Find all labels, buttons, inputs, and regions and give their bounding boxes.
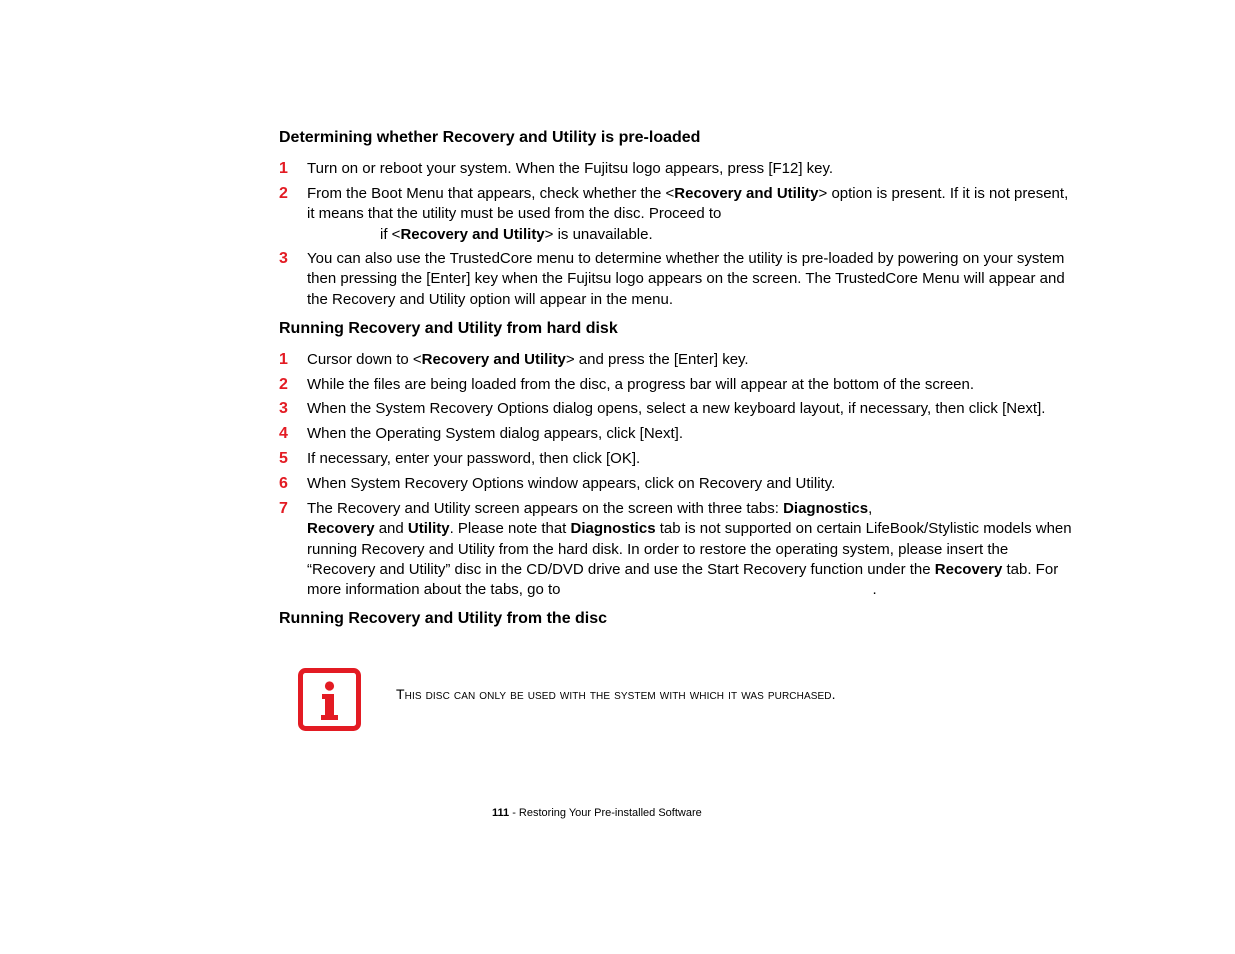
- list-item: [279, 249, 1079, 310]
- step-text: The Recovery and Utility screen appears on the screen with three tabs: Diagnostics, Recovery and Utility. Please note that Diagnostics tab is not supported on certain LifeBook/Stylistic models when running Recovery and Utility from the hard disk. In order to restore the operating system, please insert the “Recovery and Utility” disc in the CD/DVD drive and use the Start Recovery function under the Recovery tab. For more information about the tabs, go to .: [307, 500, 1072, 599]
- list-item: [279, 424, 1079, 444]
- section-heading: Running Recovery and Utility from the disc: [279, 610, 608, 627]
- step-text: While the files are being loaded from the disc, a progress bar will appear at the bottom of the screen.: [307, 376, 975, 393]
- step-number: 3: [279, 250, 288, 267]
- step-text: Turn on or reboot your system. When the Fujitsu logo appears, press [F12] key.: [307, 160, 834, 177]
- page-footer: [492, 807, 702, 819]
- section-heading: Determining whether Recovery and Utility is pre-loaded: [279, 129, 701, 146]
- step-text: Cursor down to <Recovery and Utility> and press the [Enter] key.: [307, 351, 749, 368]
- step-number: 1: [279, 351, 288, 368]
- step-text: When the System Recovery Options dialog opens, select a new keyboard layout, if necessary, then click [Next].: [307, 400, 1046, 417]
- list-item: [279, 350, 1079, 370]
- step-text: From the Boot Menu that appears, check whether the <Recovery and Utility> option is present. If it is not present, it means that the utility must be used from the disc. Proceed to if <Recovery and Utility> is unavailable.: [307, 185, 1069, 243]
- section-heading: Running Recovery and Utility from hard disk: [279, 320, 618, 337]
- list-item: [279, 449, 1079, 469]
- step-text: When System Recovery Options window appears, click on Recovery and Utility.: [307, 475, 836, 492]
- step-number: 6: [279, 475, 288, 492]
- step-number: 1: [279, 160, 288, 177]
- list-item: [279, 159, 1079, 179]
- info-icon: [298, 668, 361, 731]
- step-number: 4: [279, 425, 288, 442]
- step-text: You can also use the TrustedCore menu to determine whether the utility is pre-loaded by powering on your system then pressing the [Enter] key when the Fujitsu logo appears on the screen. The TrustedCore Menu will appear and the Recovery and Utility option will appear in the menu.: [307, 250, 1065, 308]
- step-number: 3: [279, 400, 288, 417]
- list-item: [279, 184, 1079, 245]
- page-number: 111: [492, 807, 510, 819]
- step-number: 5: [279, 450, 288, 467]
- step-number: 7: [279, 500, 288, 517]
- step-number: 2: [279, 376, 288, 393]
- list-item: [279, 375, 1079, 395]
- list-item: [279, 399, 1099, 419]
- footer-title: - Restoring Your Pre-installed Software: [509, 807, 702, 819]
- list-item: [279, 474, 1079, 494]
- list-item: [279, 499, 1079, 600]
- step-text: If necessary, enter your password, then click [OK].: [307, 450, 641, 467]
- step-number: 2: [279, 185, 288, 202]
- note-text: This disc can only be used with the system with which it was purchased.: [396, 686, 836, 702]
- step-text: When the Operating System dialog appears, click [Next].: [307, 425, 684, 442]
